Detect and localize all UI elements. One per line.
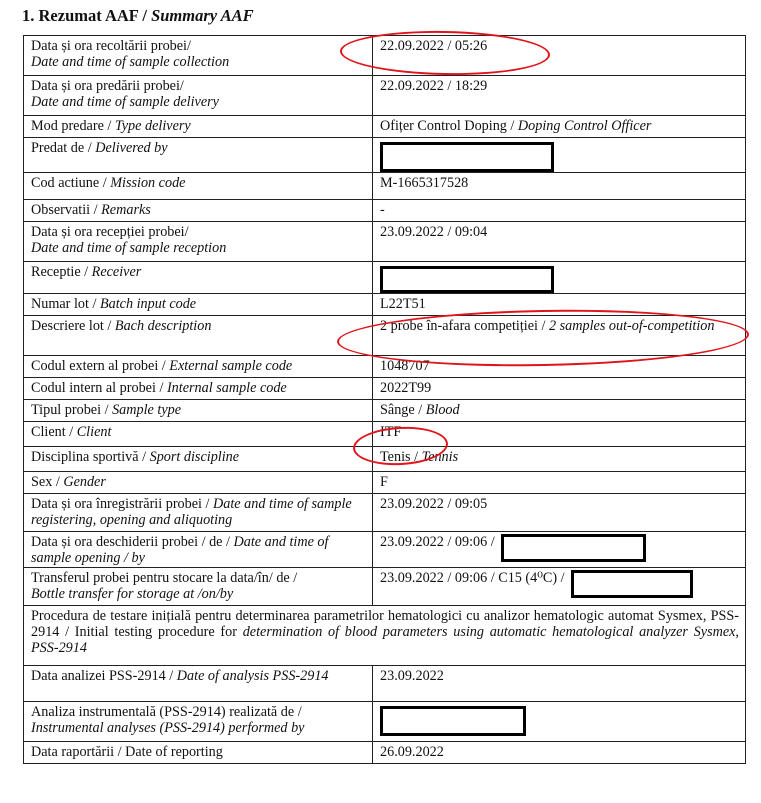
field-label-en: External sample code	[169, 358, 293, 374]
field-value	[373, 494, 746, 532]
field-label	[24, 447, 373, 472]
field-value	[373, 472, 746, 494]
field-value	[373, 742, 746, 764]
field-label	[24, 36, 373, 76]
table-row	[24, 356, 746, 378]
field-label-en: Batch input code	[99, 296, 197, 312]
table-row	[24, 532, 746, 568]
field-label-en: Bottle transfer for storage at /on/by	[31, 586, 234, 602]
field-label-en: Date and time of sample delivery	[31, 94, 219, 110]
procedure-text-en: determination of blood parameters using automatic hematological analyzer Sysmex, PSS-2914	[31, 624, 739, 656]
field-value-text: 23.09.2022 / 09:06 /	[380, 534, 495, 550]
field-value	[373, 222, 746, 262]
field-value	[373, 76, 746, 116]
field-label-ro: Transferul probei pentru stocare la data/în/ de /	[31, 570, 298, 586]
field-label	[24, 116, 373, 138]
field-label-en: Date and time of sample opening / by	[31, 534, 329, 566]
field-label	[24, 400, 373, 422]
procedure-description	[24, 606, 746, 666]
section-title-ro: 1. Rezumat AAF /	[22, 6, 152, 25]
field-value-text: L22T51	[380, 296, 426, 312]
table-row	[24, 666, 746, 702]
field-label-ro: Client /	[31, 424, 77, 440]
field-label-ro: Mod predare /	[31, 118, 115, 134]
field-value-text: 22.09.2022 / 18:29	[380, 78, 488, 94]
field-label-ro: Cod actiune /	[31, 175, 111, 191]
field-label-ro: Data și ora predării probei/	[31, 78, 184, 94]
field-label	[24, 76, 373, 116]
table-row	[24, 116, 746, 138]
field-value-text: F	[380, 474, 388, 490]
field-value	[373, 316, 746, 356]
field-value	[373, 447, 746, 472]
field-value-text: -	[380, 202, 385, 218]
field-label-en: Internal sample code	[166, 380, 287, 396]
redaction-box	[571, 570, 693, 598]
field-label-ro: Data analizei PSS-2914 /	[31, 668, 177, 684]
field-label-ro: Data și ora recepției probei/	[31, 224, 189, 240]
field-label-en: Mission code	[110, 175, 186, 191]
field-label-en: Date and time of sample collection	[31, 54, 230, 70]
section-title	[22, 6, 254, 26]
field-value	[373, 356, 746, 378]
table-row	[24, 76, 746, 116]
field-label-en: Gender	[63, 474, 106, 490]
field-label-en: Type delivery	[114, 118, 191, 134]
field-label	[24, 494, 373, 532]
field-value	[373, 400, 746, 422]
field-label-ro: Codul intern al probei /	[31, 380, 167, 396]
field-label-en: Sport discipline	[149, 449, 240, 465]
field-label	[24, 532, 373, 568]
field-value	[373, 422, 746, 447]
field-value	[373, 702, 746, 742]
field-label	[24, 702, 373, 742]
field-value-text: 22.09.2022 / 05:26	[380, 38, 488, 54]
table-row	[24, 494, 746, 532]
field-label-ro: Observatii /	[31, 202, 102, 218]
field-label	[24, 666, 373, 702]
field-value-text: 1048707	[380, 358, 430, 374]
field-value-text: 23.09.2022 / 09:06 / C15 (4⁰C) /	[380, 570, 565, 586]
field-value-text: ITF	[380, 424, 402, 440]
field-value-text: Ofițer Control Doping /	[380, 118, 518, 134]
field-label-en: Remarks	[101, 202, 151, 218]
table-row	[24, 173, 746, 200]
table-row	[24, 316, 746, 356]
field-label-ro: Disciplina sportivă /	[31, 449, 150, 465]
field-label	[24, 742, 373, 764]
field-value	[373, 36, 746, 76]
field-value-text: 2 probe în-afara competiției /	[380, 318, 549, 334]
redaction-box	[380, 266, 554, 293]
table-row	[24, 447, 746, 472]
field-value	[373, 200, 746, 222]
table-row	[24, 138, 746, 173]
field-label-en: Sample type	[112, 402, 182, 418]
field-label-en: Bach description	[114, 318, 212, 334]
field-label-en: Date and time of sample registering, opening and aliquoting	[31, 496, 352, 528]
field-label-ro: Numar lot /	[31, 296, 100, 312]
field-label	[24, 316, 373, 356]
field-label-en: Instrumental analyses (PSS-2914) performed by	[31, 720, 305, 736]
field-value-text: 26.09.2022	[380, 744, 444, 760]
field-label-en: Client	[76, 424, 112, 440]
field-value-text: M-1665317528	[380, 175, 469, 191]
field-value-text-en: Blood	[425, 402, 460, 418]
field-value	[373, 532, 746, 568]
table-row	[24, 200, 746, 222]
table-row	[24, 262, 746, 294]
procedure-text-ro: Procedura de testare inițială pentru determinarea parametrilor hematologici cu analizor hematologic automat Sysmex, PSS-2914 / Initial testing procedure for	[31, 608, 739, 640]
field-value-text: 2022T99	[380, 380, 432, 396]
field-value	[373, 173, 746, 200]
field-value-text-en: Doping Control Officer	[517, 118, 652, 134]
table-row	[24, 472, 746, 494]
field-label	[24, 138, 373, 173]
field-label	[24, 200, 373, 222]
table-row	[24, 400, 746, 422]
field-value-text: Tenis /	[380, 449, 422, 465]
field-label-en: Receiver	[91, 264, 142, 280]
field-label-ro: Data și ora deschiderii probei / de /	[31, 534, 234, 550]
table-row	[24, 222, 746, 262]
field-label-en: Delivered by	[95, 140, 168, 156]
field-value	[373, 116, 746, 138]
table-row	[24, 606, 746, 666]
field-value	[373, 568, 746, 606]
field-label	[24, 422, 373, 447]
table-row	[24, 36, 746, 76]
field-label-ro: Sex /	[31, 474, 64, 490]
field-value	[373, 262, 746, 294]
field-label-ro: Descriere lot /	[31, 318, 115, 334]
field-label-ro: Codul extern al probei /	[31, 358, 170, 374]
field-label-ro: Predat de /	[31, 140, 96, 156]
redaction-box	[380, 706, 526, 736]
table-row	[24, 378, 746, 400]
field-label	[24, 356, 373, 378]
section-title-en: Summary AAF	[151, 6, 254, 25]
field-value-text: Sânge /	[380, 402, 426, 418]
field-label	[24, 262, 373, 294]
field-label-en: Date and time of sample reception	[31, 240, 227, 256]
field-label-ro: Data raportării / Date of reporting	[31, 744, 223, 760]
table-row	[24, 422, 746, 447]
field-label-en: Date of analysis PSS-2914	[176, 668, 329, 684]
field-value-text: 23.09.2022 / 09:05	[380, 496, 488, 512]
field-value	[373, 294, 746, 316]
summary-table	[23, 35, 746, 764]
table-row	[24, 742, 746, 764]
redaction-box	[501, 534, 646, 562]
field-value-text: 23.09.2022 / 09:04	[380, 224, 488, 240]
table-row	[24, 702, 746, 742]
field-label	[24, 472, 373, 494]
field-value-text: 23.09.2022	[380, 668, 444, 684]
field-label-ro: Analiza instrumentală (PSS-2914) realizată de /	[31, 704, 302, 720]
field-label	[24, 173, 373, 200]
field-label	[24, 568, 373, 606]
table-row	[24, 568, 746, 606]
field-value-text-en: 2 samples out-of-competition	[549, 318, 715, 334]
field-value	[373, 666, 746, 702]
field-label-ro: Tipul probei /	[31, 402, 113, 418]
field-label	[24, 378, 373, 400]
field-label-ro: Data și ora înregistrării probei /	[31, 496, 214, 512]
field-value	[373, 138, 746, 173]
redaction-box	[380, 142, 554, 172]
field-value-text-en: Tennis	[421, 449, 459, 465]
field-label-ro: Data și ora recoltării probei/	[31, 38, 191, 54]
table-row	[24, 294, 746, 316]
field-label	[24, 294, 373, 316]
field-label	[24, 222, 373, 262]
field-value	[373, 378, 746, 400]
field-label-ro: Receptie /	[31, 264, 92, 280]
